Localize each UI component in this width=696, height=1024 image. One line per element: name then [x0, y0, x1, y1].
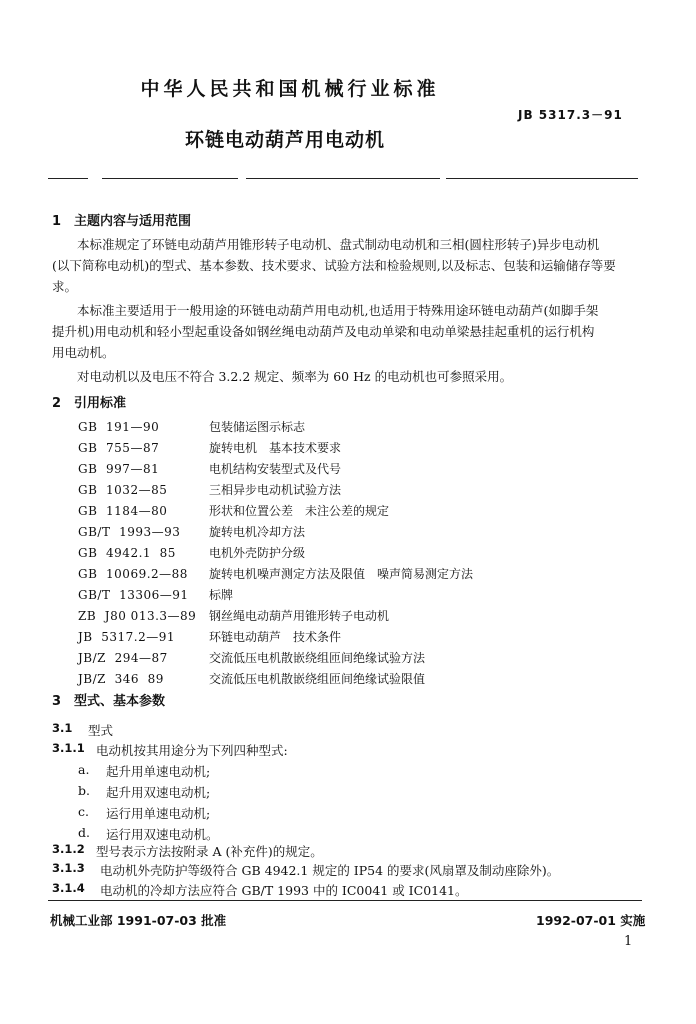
list-item	[78, 804, 478, 824]
reference-name: 旋转电机冷却方法	[209, 525, 306, 539]
clause-number: 3.1	[52, 721, 73, 735]
clause-text: 型式	[88, 723, 114, 738]
reference-row	[78, 417, 638, 438]
reference-code: GB 755—87	[78, 441, 160, 455]
section-number: 1	[52, 214, 62, 229]
clause-3-1-2	[52, 842, 647, 860]
section-1-body	[52, 234, 647, 387]
reference-row	[78, 480, 638, 501]
clause-number: 3.1.4	[52, 881, 85, 895]
paragraph-line: (以下简称电动机)的型式、基本参数、技术要求、试验方法和检验规则,以及标志、包装和运输储存等要	[52, 258, 616, 273]
reference-code: GB 1184—80	[78, 504, 168, 518]
footer-rule	[48, 900, 642, 901]
clause-text: 电动机外壳防护等级符合 GB 4942.1 规定的 IP54 的要求(风扇罩及制动座除外)。	[100, 863, 560, 878]
clause-3-1-4	[52, 881, 647, 899]
reference-name: 旋转电机 基本技术要求	[209, 441, 342, 455]
clause-text: 型号表示方法按附录 A (补充件)的规定。	[96, 844, 323, 859]
section-title: 引用标准	[74, 396, 127, 411]
document-title: 环链电动葫芦用电动机	[184, 129, 385, 151]
paragraph	[52, 300, 647, 363]
paragraph-line: 本标准主要适用于一般用途的环链电动葫芦用电动机,也适用于特殊用途环链电动葫芦(如脚手架	[77, 303, 599, 318]
reference-code: GB 191—90	[78, 420, 160, 434]
clause-3-1-3	[52, 861, 647, 879]
clause-3-1-1	[52, 741, 647, 759]
reference-name: 电机外壳防护分级	[209, 546, 306, 560]
approval-note: 机械工业部 1991-07-03 批准	[50, 913, 227, 928]
section-title: 主题内容与适用范围	[74, 214, 192, 229]
reference-name: 包装储运图示标志	[209, 420, 306, 434]
clause-3-1	[52, 721, 647, 739]
reference-row	[78, 438, 638, 459]
section-number: 3	[52, 694, 62, 709]
section-title: 型式、基本参数	[74, 694, 166, 709]
rule-gap	[88, 176, 102, 180]
reference-code: JB/Z 346 89	[78, 672, 164, 686]
type-list	[78, 762, 478, 846]
reference-row	[78, 543, 638, 564]
reference-code: GB 1032—85	[78, 483, 168, 497]
reference-row	[78, 627, 638, 648]
reference-name: 交流低压电机散嵌绕组匝间绝缘试验限值	[209, 672, 426, 686]
list-text: 起升用双速电动机;	[106, 785, 211, 800]
paragraph-line: 本标准规定了环链电动葫芦用锥形转子电动机、盘式制动电动机和三相(圆柱形转子)异步电动机	[77, 237, 600, 252]
rule-gap	[238, 176, 246, 180]
paragraph	[52, 234, 647, 297]
list-text: 起升用单速电动机;	[106, 764, 211, 779]
paragraph	[52, 366, 647, 387]
list-item	[78, 783, 478, 803]
reference-code: GB 4942.1 85	[78, 546, 176, 560]
section-1-heading	[52, 210, 191, 229]
section-3-heading	[52, 690, 165, 709]
reference-name: 钢丝绳电动葫芦用锥形转子电动机	[209, 609, 390, 623]
reference-code: ZB J80 013.3—89	[78, 609, 197, 623]
reference-row	[78, 669, 638, 690]
reference-row	[78, 564, 638, 585]
list-item	[78, 762, 478, 782]
reference-name: 交流低压电机散嵌绕组匝间绝缘试验方法	[209, 651, 426, 665]
reference-name: 三相异步电动机试验方法	[209, 483, 342, 497]
section-number: 2	[52, 396, 62, 411]
reference-code: GB 10069.2—88	[78, 567, 188, 581]
reference-code: GB 997—81	[78, 462, 160, 476]
reference-name: 形状和位置公差 未注公差的规定	[209, 504, 390, 518]
list-text: 运行用双速电动机。	[106, 827, 219, 842]
clause-number: 3.1.2	[52, 842, 85, 856]
rule-gap	[440, 176, 446, 180]
reference-row	[78, 522, 638, 543]
clause-text: 电动机的冷却方法应符合 GB/T 1993 中的 IC0041 或 IC0141。	[100, 883, 468, 898]
reference-code: JB/Z 294—87	[78, 651, 168, 665]
reference-code: GB/T 1993—93	[78, 525, 181, 539]
reference-name: 标牌	[209, 588, 234, 602]
header-rule	[48, 178, 638, 179]
reference-row	[78, 606, 638, 627]
reference-row	[78, 585, 638, 606]
page-number: 1	[624, 934, 633, 949]
section-2-heading	[52, 392, 126, 411]
reference-row	[78, 648, 638, 669]
reference-name: 旋转电机噪声测定方法及限值 噪声简易测定方法	[209, 567, 474, 581]
reference-code: GB/T 13306—91	[78, 588, 189, 602]
paragraph-line: 求。	[52, 279, 78, 294]
reference-name: 环链电动葫芦 技术条件	[209, 630, 342, 644]
org-title: 中华人民共和国机械行业标准	[140, 78, 440, 100]
standard-number: JB 5317.3－91	[518, 108, 623, 122]
paragraph-line: 对电动机以及电压不符合 3.2.2 规定、频率为 60 Hz 的电动机也可参照采用。	[77, 369, 513, 384]
paragraph-line: 用电动机。	[52, 345, 115, 360]
clause-number: 3.1.3	[52, 861, 85, 875]
list-mark: a.	[78, 762, 90, 777]
list-mark: d.	[78, 825, 90, 840]
reference-row	[78, 459, 638, 480]
list-text: 运行用单速电动机;	[106, 806, 211, 821]
list-mark: b.	[78, 783, 90, 798]
paragraph-line: 提升机)用电动机和轻小型起重设备如钢丝绳电动葫芦及电动单梁和电动单梁悬挂起重机的运行机构	[52, 324, 595, 339]
reference-row	[78, 501, 638, 522]
list-mark: c.	[78, 804, 89, 819]
clause-number: 3.1.1	[52, 741, 85, 755]
reference-list	[78, 417, 638, 687]
reference-code: JB 5317.2—91	[78, 630, 176, 644]
clause-text: 电动机按其用途分为下列四种型式:	[96, 743, 288, 758]
reference-name: 电机结构安装型式及代号	[209, 462, 342, 476]
implementation-date: 1992-07-01 实施	[536, 913, 646, 928]
